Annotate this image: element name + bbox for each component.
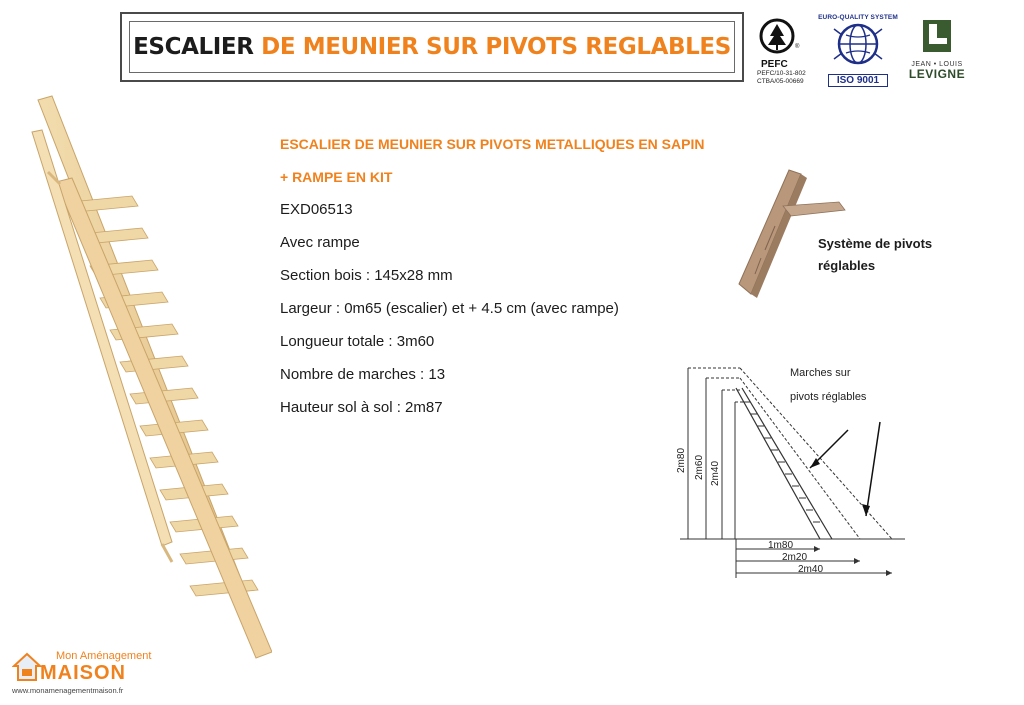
levigne-name: LEVIGNE (908, 67, 966, 81)
title-banner (120, 12, 744, 82)
title-part-1: ESCALIER (133, 34, 254, 60)
spec-length: Longueur totale : 3m60 (280, 333, 435, 350)
footer-logo (10, 648, 152, 700)
levigne-mark-icon (915, 20, 959, 54)
pivot-caption (818, 233, 932, 277)
height-label-3: 2m40 (710, 460, 721, 486)
pivot-caption-line-1: Système de pivots (818, 236, 933, 251)
spec-ramp: Avec rampe (280, 234, 360, 251)
staircase-image (22, 92, 272, 662)
diagram-label-line-1: Marches sur (790, 367, 851, 379)
spec-steps: Nombre de marches : 13 (280, 366, 446, 383)
iso-header: EURO-QUALITY SYSTEM (818, 14, 898, 21)
pefc-logo (757, 18, 815, 84)
svg-text:®: ® (795, 44, 800, 50)
iso-standard: ISO 9001 (828, 74, 888, 87)
house-icon (12, 652, 42, 682)
pefc-name: PEFC (761, 59, 788, 70)
title-inner-frame (129, 21, 735, 73)
width-label-3: 2m40 (798, 564, 824, 575)
spec-height: Hauteur sol à sol : 2m87 (280, 399, 443, 416)
height-label-1: 2m80 (676, 447, 687, 473)
spec-heading-1: ESCALIER DE MEUNIER SUR PIVOTS METALLIQUES EN SAPIN (280, 136, 705, 152)
spec-section: Section bois : 145x28 mm (280, 267, 453, 284)
pefc-tree-icon (757, 18, 815, 58)
width-label-1: 1m80 (768, 540, 794, 551)
diagram-label (790, 361, 866, 409)
footer-brand: MAISON (40, 662, 126, 684)
pefc-code-2: CTBA/05-00669 (757, 78, 804, 85)
pefc-code-1: PEFC/10-31-802 (757, 70, 806, 77)
diagram-label-line-2: pivots réglables (790, 391, 867, 403)
title-part-2: DE MEUNIER SUR PIVOTS REGLABLES (261, 34, 731, 60)
spec-width: Largeur : 0m65 (escalier) et + 4.5 cm (avec rampe) (280, 300, 619, 317)
spec-block (280, 131, 704, 428)
spec-reference: EXD06513 (280, 201, 353, 218)
levigne-logo (900, 20, 974, 82)
iso-logo (818, 14, 898, 86)
footer-tagline: Mon Aménagement (56, 650, 152, 662)
pivot-caption-line-2: réglables (818, 258, 876, 273)
globe-icon (826, 21, 890, 67)
page-title (133, 34, 731, 60)
width-label-2: 2m20 (782, 552, 808, 563)
levigne-subtitle: JEAN • LOUIS (911, 61, 963, 68)
spec-heading-2: + RAMPE EN KIT (280, 169, 393, 185)
height-label-2: 2m60 (694, 454, 705, 480)
footer-url: www.monamenagementmaison.fr (12, 686, 124, 695)
